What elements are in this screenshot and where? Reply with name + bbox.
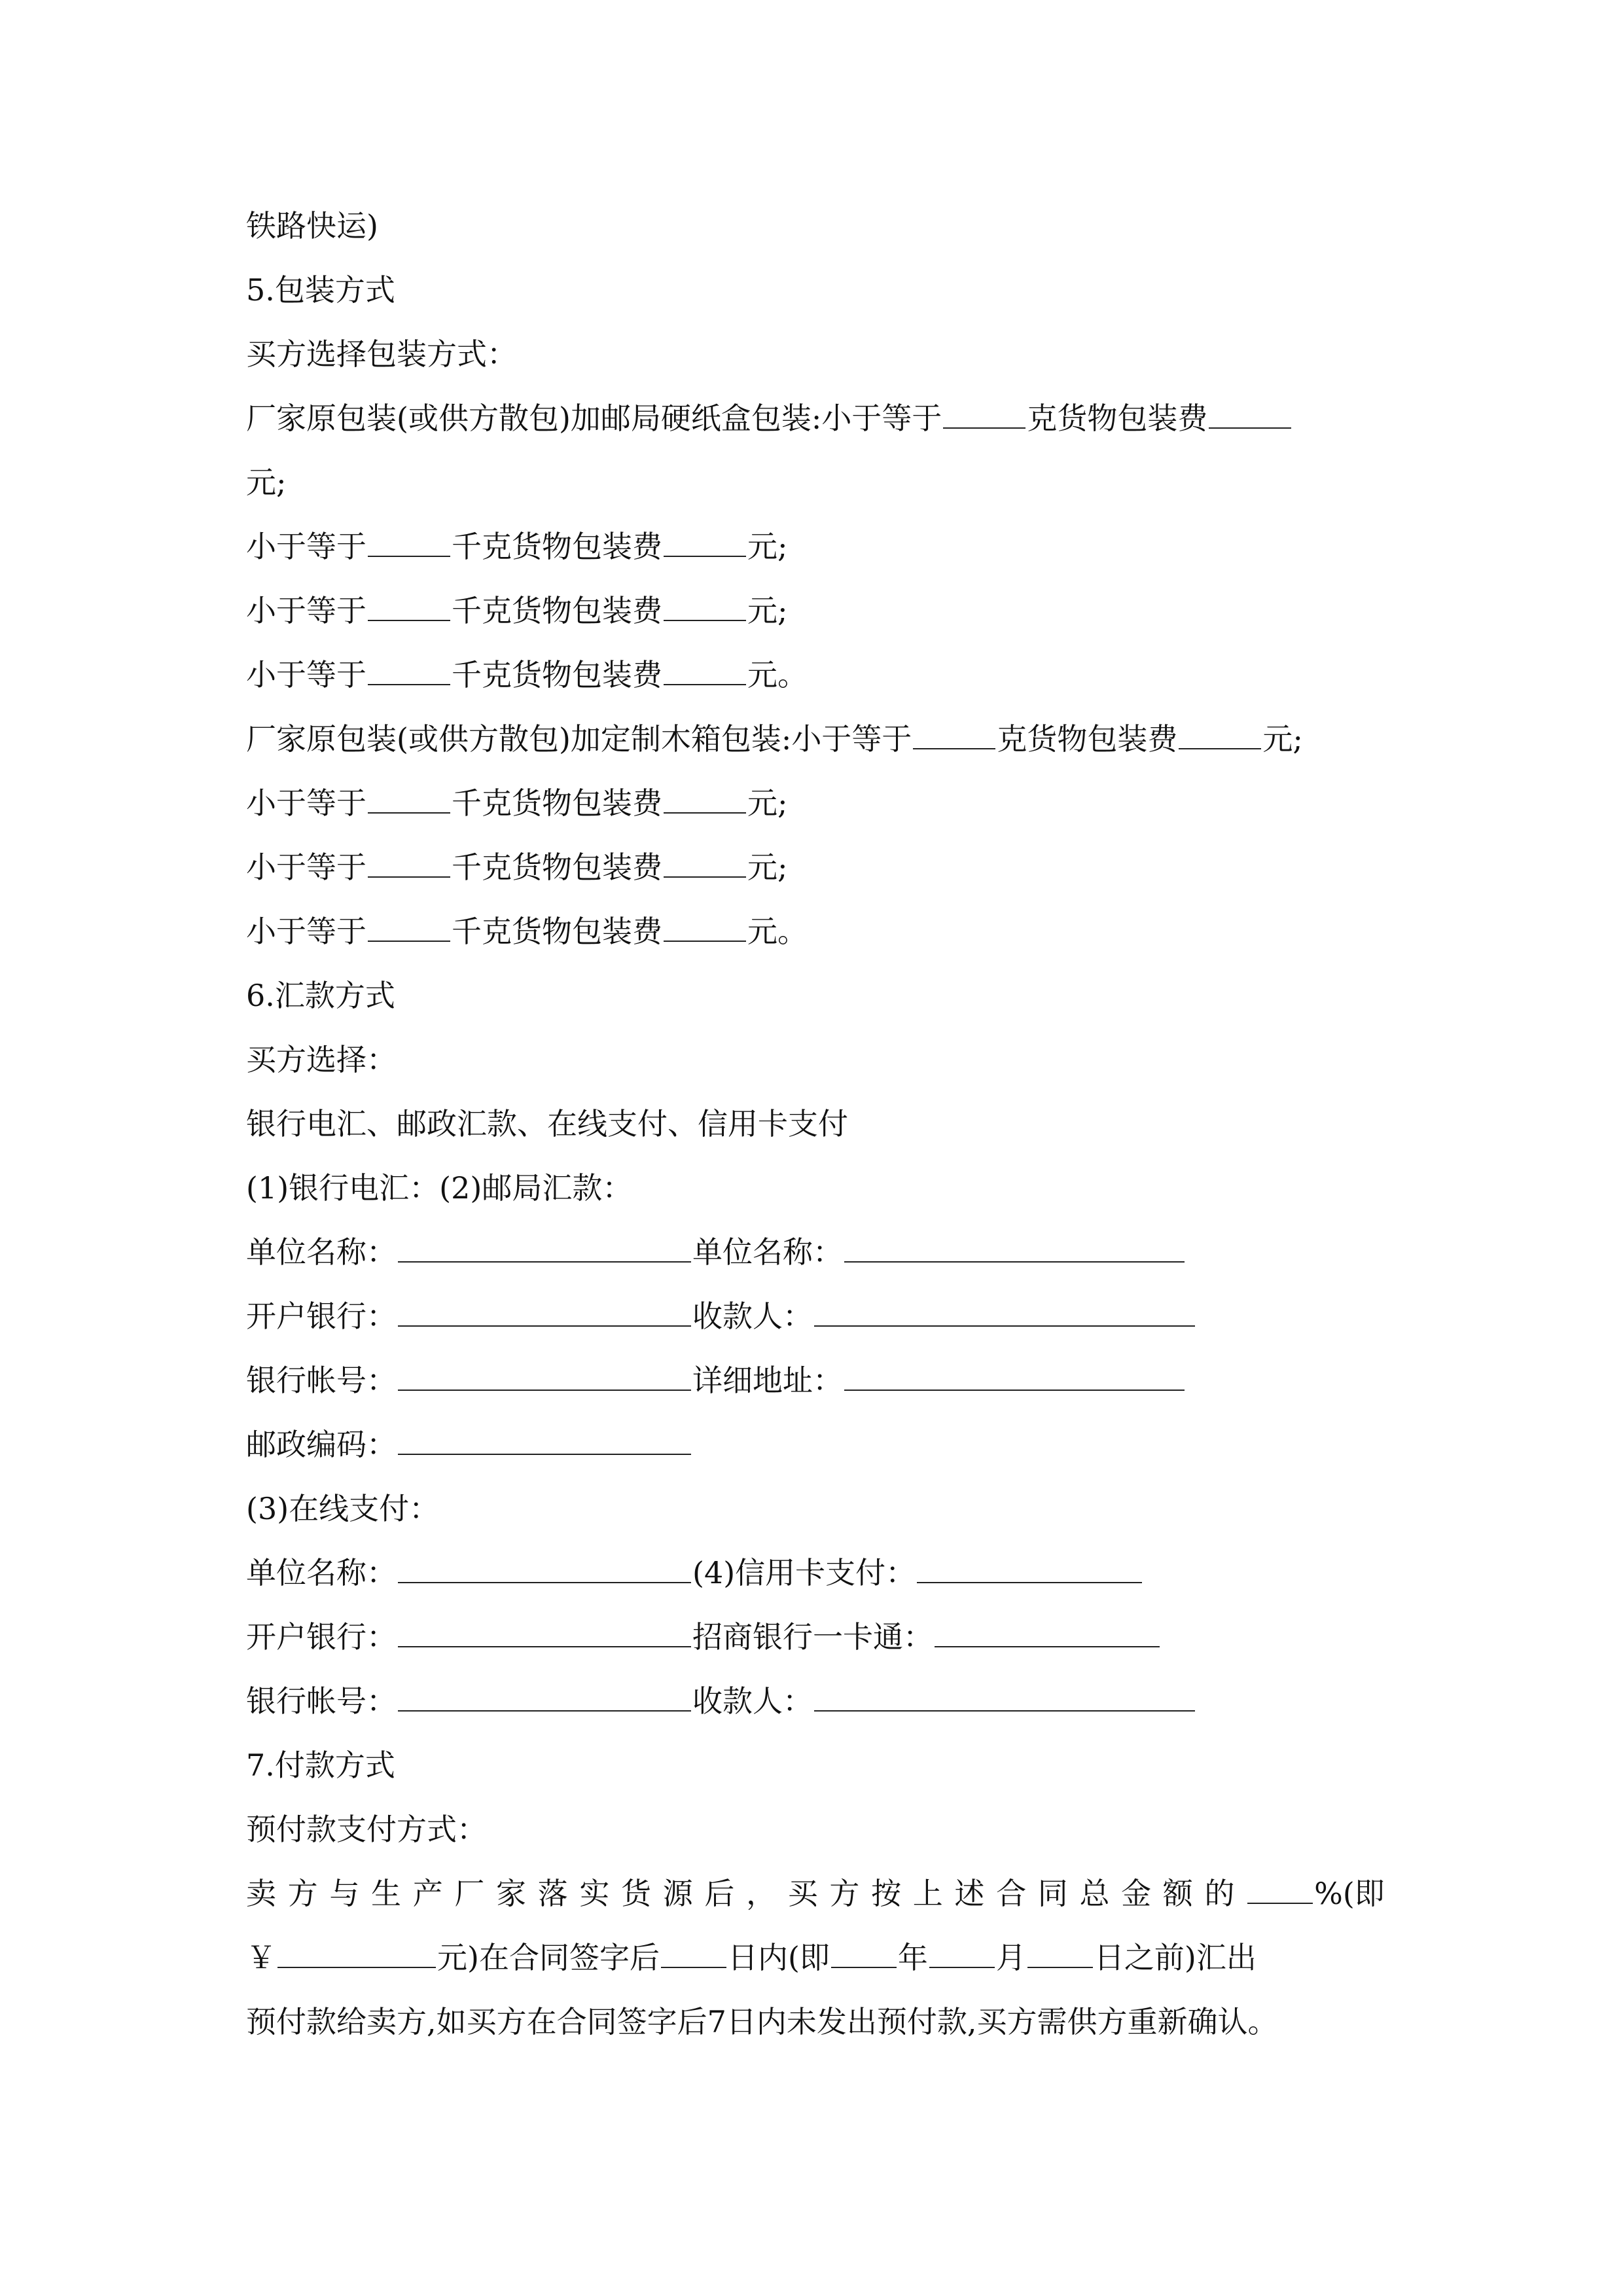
packaging-tier — [246, 771, 1385, 835]
char: 额 — [1162, 1876, 1193, 1911]
line-text: (1)银行电汇：(2)邮局汇款： — [246, 1170, 633, 1206]
percent-group — [1246, 1861, 1385, 1926]
field-label: 开户银行： — [246, 1299, 397, 1334]
text-line — [246, 322, 1385, 386]
char: 按 — [871, 1876, 902, 1911]
char: 源 — [662, 1876, 693, 1911]
fill-blank-weight[interactable] — [368, 905, 450, 942]
account-field[interactable] — [398, 1675, 691, 1712]
line-text: 千克货物包装费 — [452, 657, 662, 692]
field-label: 详细地址： — [692, 1363, 843, 1398]
payee-field[interactable] — [814, 1290, 1195, 1327]
fill-blank-weight[interactable] — [368, 649, 450, 685]
text-line — [246, 450, 1385, 514]
bank-field[interactable] — [398, 1290, 691, 1327]
fill-blank-fee[interactable] — [1179, 713, 1261, 749]
fill-blank-weight[interactable] — [368, 841, 450, 878]
paragraph-line — [246, 1990, 1385, 2054]
line-text: 小于等于 — [246, 850, 366, 885]
unit-name-field[interactable] — [398, 1547, 691, 1583]
text-line — [246, 1028, 1385, 1092]
line-text: 铁路快运) — [246, 208, 378, 243]
packaging-tier — [246, 643, 1385, 707]
fill-blank-fee[interactable] — [664, 649, 746, 685]
fill-blank-amount[interactable] — [277, 1931, 436, 1968]
fill-blank-weight[interactable] — [913, 713, 995, 749]
line-text: 元; — [747, 593, 788, 628]
credit-card-field[interactable] — [917, 1547, 1142, 1583]
field-label: 单位名称： — [246, 1555, 397, 1590]
text-line — [246, 1797, 1385, 1861]
packaging-tier — [246, 514, 1385, 579]
text-line — [246, 1092, 1385, 1156]
form-row — [246, 1412, 1385, 1477]
field-label: 单位名称： — [692, 1234, 843, 1270]
char: 总 — [1079, 1876, 1110, 1911]
char: 家 — [496, 1876, 527, 1911]
fill-blank-fee[interactable] — [1209, 392, 1291, 429]
text-line — [246, 1477, 1385, 1541]
char: 生 — [371, 1876, 402, 1911]
form-row — [246, 1284, 1385, 1348]
line-text: 小于等于 — [246, 529, 366, 564]
fill-blank-month[interactable] — [929, 1931, 995, 1968]
packaging-option-wooden-box — [246, 707, 1385, 771]
heading-text: 6.汇款方式 — [246, 978, 395, 1013]
fill-blank-fee[interactable] — [664, 584, 746, 621]
char: 上 — [912, 1876, 943, 1911]
bank-field[interactable] — [398, 1611, 691, 1647]
form-row — [246, 1605, 1385, 1669]
field-label: 招商银行一卡通： — [692, 1619, 933, 1655]
line-text: 小于等于 — [246, 785, 366, 821]
line-text: 千克货物包装费 — [452, 529, 662, 564]
line-text: 元; — [747, 529, 788, 564]
postcode-field[interactable] — [398, 1418, 691, 1455]
field-label: 收款人： — [692, 1683, 813, 1719]
line-text: 元)在合同签字后 — [437, 1940, 660, 1975]
address-field[interactable] — [844, 1354, 1185, 1391]
line-text: 小于等于 — [246, 914, 366, 949]
line-text: 银行电汇、邮政汇款、在线支付、信用卡支付 — [246, 1106, 848, 1141]
line-text: 小于等于 — [246, 593, 366, 628]
payee-field[interactable] — [814, 1675, 1195, 1712]
yen-symbol: ￥ — [246, 1940, 276, 1975]
line-text: 元。 — [747, 914, 808, 949]
line-text: 预付款给卖方,如买方在合同签字后7日内未发出预付款,买方需供方重新确认。 — [246, 2004, 1278, 2039]
line-text: 克货物包装费 — [1027, 401, 1208, 436]
paragraph-line — [246, 1926, 1385, 1990]
fill-blank-percent[interactable] — [1247, 1867, 1313, 1904]
line-text: %(即 — [1314, 1876, 1385, 1911]
packaging-tier — [246, 579, 1385, 643]
line-text: 日之前)汇出 — [1094, 1940, 1257, 1975]
char: ， — [746, 1876, 777, 1911]
line-text: 厂家原包装(或供方散包)加定制木箱包装:小于等于 — [246, 721, 912, 757]
line-text: 买方选择： — [246, 1042, 397, 1077]
text-line — [246, 194, 1385, 258]
fill-blank-fee[interactable] — [664, 905, 746, 942]
form-row — [246, 1541, 1385, 1605]
line-text: 买方选择包装方式： — [246, 336, 517, 372]
fill-blank-fee[interactable] — [664, 520, 746, 557]
line-text: 日内(即 — [727, 1940, 830, 1975]
text-line — [246, 1156, 1385, 1220]
line-text: 月 — [995, 1940, 1026, 1975]
fill-blank-days[interactable] — [661, 1931, 726, 1968]
line-text: 厂家原包装(或供方散包)加邮局硬纸盒包装:小于等于 — [246, 401, 942, 436]
fill-blank-fee[interactable] — [664, 841, 746, 878]
fill-blank-weight[interactable] — [943, 392, 1026, 429]
char: 同 — [1037, 1876, 1068, 1911]
field-label: 单位名称： — [246, 1234, 397, 1270]
char: 货 — [621, 1876, 652, 1911]
section-heading-5 — [246, 258, 1385, 322]
field-label: 银行帐号： — [246, 1683, 397, 1719]
fill-blank-weight[interactable] — [368, 777, 450, 814]
field-label: (4)信用卡支付： — [692, 1555, 916, 1590]
char: 方 — [287, 1876, 318, 1911]
unit-name-field[interactable] — [398, 1226, 691, 1263]
line-text: 克货物包装费 — [997, 721, 1178, 757]
section-heading-7 — [246, 1733, 1385, 1797]
char: 合 — [996, 1876, 1027, 1911]
line-text: 千克货物包装费 — [452, 914, 662, 949]
line-text: 千克货物包装费 — [452, 593, 662, 628]
form-row — [246, 1348, 1385, 1412]
line-text: 年 — [897, 1940, 928, 1975]
field-label: 收款人： — [692, 1299, 813, 1334]
field-label: 银行帐号： — [246, 1363, 397, 1398]
packaging-tier — [246, 835, 1385, 899]
unit-name-field[interactable] — [844, 1226, 1185, 1263]
fill-blank-year[interactable] — [831, 1931, 897, 1968]
fill-blank-fee[interactable] — [664, 777, 746, 814]
line-text: 元; — [1262, 721, 1303, 757]
justified-paragraph-line — [246, 1861, 1385, 1926]
packaging-option-carton — [246, 386, 1385, 450]
field-label: 邮政编码： — [246, 1427, 397, 1462]
packaging-tier — [246, 899, 1385, 963]
char: 卖 — [246, 1876, 276, 1911]
fill-blank-day[interactable] — [1027, 1931, 1093, 1968]
line-text: 元。 — [747, 657, 808, 692]
char: 与 — [329, 1876, 360, 1911]
fill-blank-weight[interactable] — [368, 584, 450, 621]
line-text: (3)在线支付： — [246, 1491, 440, 1526]
line-text: 预付款支付方式： — [246, 1812, 487, 1847]
contract-body — [246, 194, 1385, 2054]
char: 买 — [787, 1876, 818, 1911]
char: 述 — [954, 1876, 985, 1911]
line-text: 元; — [747, 850, 788, 885]
account-field[interactable] — [398, 1354, 691, 1391]
line-text: 小于等于 — [246, 657, 366, 692]
char: 厂 — [454, 1876, 485, 1911]
section-heading-6 — [246, 963, 1385, 1028]
char: 方 — [829, 1876, 860, 1911]
char: 产 — [412, 1876, 443, 1911]
char: 落 — [537, 1876, 568, 1911]
heading-text: 7.付款方式 — [246, 1748, 395, 1783]
form-row — [246, 1669, 1385, 1733]
line-text: 千克货物包装费 — [452, 850, 662, 885]
char: 金 — [1121, 1876, 1152, 1911]
char: 后 — [704, 1876, 735, 1911]
cmb-card-field[interactable] — [935, 1611, 1160, 1647]
fill-blank-weight[interactable] — [368, 520, 450, 557]
line-text: 千克货物包装费 — [452, 785, 662, 821]
char: 的 — [1204, 1876, 1235, 1911]
line-text: 元; — [246, 465, 287, 500]
line-text: 元; — [747, 785, 788, 821]
form-row — [246, 1220, 1385, 1284]
char: 实 — [579, 1876, 610, 1911]
heading-text: 5.包装方式 — [246, 272, 395, 308]
field-label: 开户银行： — [246, 1619, 397, 1655]
